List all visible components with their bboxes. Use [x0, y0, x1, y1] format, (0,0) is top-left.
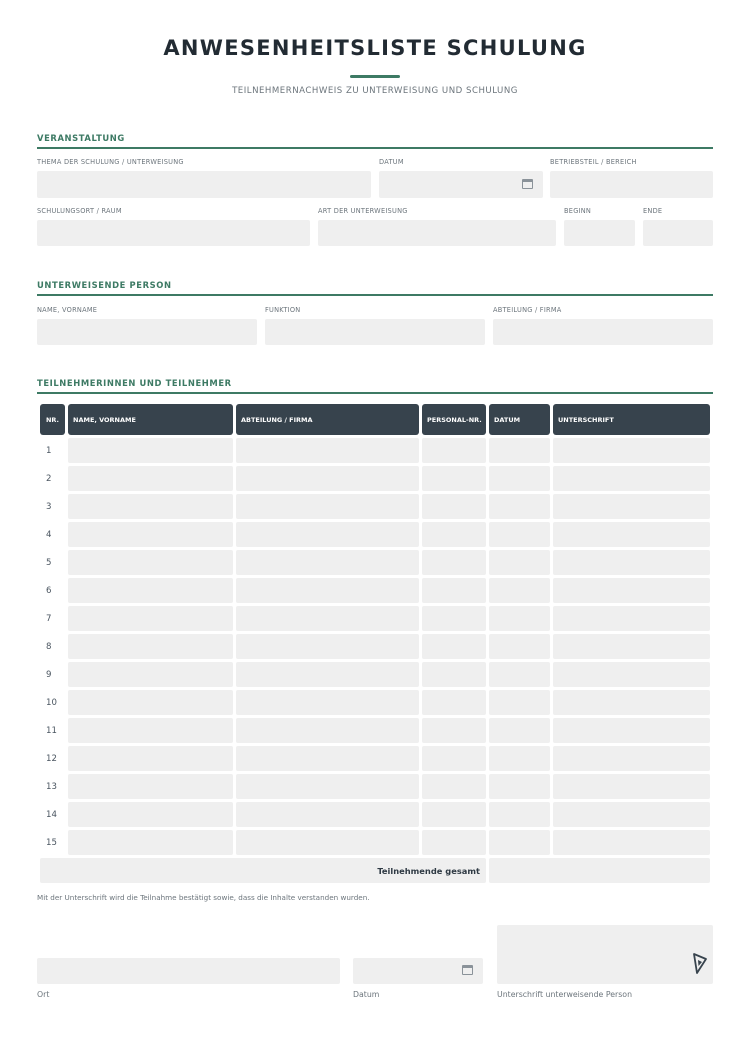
date-cell[interactable]	[489, 550, 550, 575]
place-field[interactable]	[37, 958, 340, 984]
table-row	[40, 774, 710, 799]
location-field[interactable]	[37, 220, 310, 246]
personnel-nr-cell[interactable]	[422, 830, 486, 855]
personnel-nr-cell[interactable]	[422, 550, 486, 575]
table-row	[40, 494, 710, 519]
signature-cell[interactable]	[553, 606, 710, 631]
name-cell[interactable]	[68, 466, 233, 491]
table-row	[40, 634, 710, 659]
date-cell[interactable]	[489, 802, 550, 827]
table-header-row	[40, 404, 710, 435]
date-cell[interactable]	[489, 830, 550, 855]
end-label: ENDE	[643, 207, 663, 215]
table-row	[40, 466, 710, 491]
company-cell[interactable]	[236, 550, 419, 575]
date-cell[interactable]	[489, 718, 550, 743]
section-instructor-heading: UNTERWEISENDE PERSON	[37, 280, 713, 296]
pen-icon	[692, 952, 708, 976]
date-cell[interactable]	[489, 466, 550, 491]
title-divider	[350, 75, 400, 78]
personnel-nr-cell[interactable]	[422, 438, 486, 463]
table-row	[40, 522, 710, 547]
personnel-nr-cell[interactable]	[422, 578, 486, 603]
table-row	[40, 802, 710, 827]
signature-cell[interactable]	[553, 718, 710, 743]
date-cell[interactable]	[489, 662, 550, 687]
company-cell[interactable]	[236, 634, 419, 659]
name-cell[interactable]	[68, 634, 233, 659]
row-number: 9	[46, 669, 52, 680]
table-row	[40, 690, 710, 715]
company-cell[interactable]	[236, 774, 419, 799]
company-cell[interactable]	[236, 830, 419, 855]
row-number: 15	[46, 837, 57, 848]
name-cell[interactable]	[68, 746, 233, 771]
signature-cell[interactable]	[553, 550, 710, 575]
personnel-nr-cell[interactable]	[422, 718, 486, 743]
calendar-icon[interactable]	[462, 965, 473, 975]
instructor-signature-field[interactable]	[497, 925, 713, 984]
signature-date-label: Datum	[353, 990, 380, 999]
table-row	[40, 438, 710, 463]
col-header-date: DATUM	[489, 404, 550, 435]
date-cell[interactable]	[489, 774, 550, 799]
name-cell[interactable]	[68, 550, 233, 575]
instructor-name-field[interactable]	[37, 319, 257, 345]
row-number: 2	[46, 473, 52, 484]
signature-cell[interactable]	[553, 494, 710, 519]
name-cell[interactable]	[68, 522, 233, 547]
instructor-name-label: NAME, VORNAME	[37, 306, 98, 314]
table-row	[40, 550, 710, 575]
personnel-nr-cell[interactable]	[422, 746, 486, 771]
date-label: DATUM	[379, 158, 404, 166]
personnel-nr-cell[interactable]	[422, 522, 486, 547]
signature-cell[interactable]	[553, 830, 710, 855]
calendar-icon[interactable]	[522, 179, 533, 189]
col-header-nr: NR.	[40, 404, 65, 435]
signature-cell[interactable]	[553, 438, 710, 463]
type-field[interactable]	[318, 220, 556, 246]
row-number: 7	[46, 613, 52, 624]
table-row	[40, 578, 710, 603]
type-label: ART DER UNTERWEISUNG	[318, 207, 408, 215]
total-field[interactable]	[489, 858, 710, 883]
name-cell[interactable]	[68, 578, 233, 603]
table-row	[40, 718, 710, 743]
instructor-function-label: FUNKTION	[265, 306, 301, 314]
col-header-signature: UNTERSCHRIFT	[553, 404, 710, 435]
date-cell[interactable]	[489, 494, 550, 519]
signature-cell[interactable]	[553, 522, 710, 547]
col-header-name: NAME, VORNAME	[68, 404, 233, 435]
signature-cell[interactable]	[553, 634, 710, 659]
topic-field[interactable]	[37, 171, 371, 198]
confirmation-note: Mit der Unterschrift wird die Teilnahme bestätigt sowie, dass die Inhalte verstanden wurden.	[37, 893, 370, 902]
personnel-nr-cell[interactable]	[422, 634, 486, 659]
company-cell[interactable]	[236, 662, 419, 687]
table-row	[40, 746, 710, 771]
table-row	[40, 830, 710, 855]
company-cell[interactable]	[236, 746, 419, 771]
topic-label: THEMA DER SCHULUNG / UNTERWEISUNG	[37, 158, 184, 166]
place-label: Ort	[37, 990, 50, 999]
company-cell[interactable]	[236, 690, 419, 715]
name-cell[interactable]	[68, 830, 233, 855]
personnel-nr-cell[interactable]	[422, 494, 486, 519]
company-cell[interactable]	[236, 466, 419, 491]
date-cell[interactable]	[489, 522, 550, 547]
date-cell[interactable]	[489, 690, 550, 715]
signature-cell[interactable]	[553, 746, 710, 771]
company-cell[interactable]	[236, 718, 419, 743]
company-cell[interactable]	[236, 494, 419, 519]
row-number: 1	[46, 445, 52, 456]
company-cell[interactable]	[236, 606, 419, 631]
row-number: 14	[46, 809, 57, 820]
date-field[interactable]	[379, 171, 543, 198]
participants-table	[37, 401, 713, 886]
name-cell[interactable]	[68, 802, 233, 827]
personnel-nr-cell[interactable]	[422, 802, 486, 827]
name-cell[interactable]	[68, 606, 233, 631]
row-number: 3	[46, 501, 52, 512]
row-number: 5	[46, 557, 52, 568]
personnel-nr-cell[interactable]	[422, 690, 486, 715]
company-cell[interactable]	[236, 802, 419, 827]
personnel-nr-cell[interactable]	[422, 466, 486, 491]
col-header-company: ABTEILUNG / FIRMA	[236, 404, 419, 435]
row-number: 11	[46, 725, 57, 736]
col-header-personnel-nr: PERSONAL-NR.	[422, 404, 486, 435]
start-label: BEGINN	[564, 207, 592, 215]
date-cell[interactable]	[489, 438, 550, 463]
signature-cell[interactable]	[553, 578, 710, 603]
table-row	[40, 662, 710, 687]
date-cell[interactable]	[489, 606, 550, 631]
department-field[interactable]	[550, 171, 713, 198]
signature-cell[interactable]	[553, 466, 710, 491]
name-cell[interactable]	[68, 438, 233, 463]
table-row	[40, 606, 710, 631]
end-time-field[interactable]	[643, 220, 713, 246]
row-number: 4	[46, 529, 52, 540]
page-subtitle: TEILNEHMERNACHWEIS ZU UNTERWEISUNG UND SCHULUNG	[232, 86, 518, 96]
signature-cell[interactable]	[553, 662, 710, 687]
location-label: SCHULUNGSORT / RAUM	[37, 207, 122, 215]
personnel-nr-cell[interactable]	[422, 606, 486, 631]
row-number: 6	[46, 585, 52, 596]
signature-cell[interactable]	[553, 690, 710, 715]
company-cell[interactable]	[236, 438, 419, 463]
name-cell[interactable]	[68, 690, 233, 715]
instructor-company-label: ABTEILUNG / FIRMA	[493, 306, 562, 314]
personnel-nr-cell[interactable]	[422, 662, 486, 687]
instructor-function-field[interactable]	[265, 319, 485, 345]
section-participants-heading: TEILNEHMERINNEN UND TEILNEHMER	[37, 378, 713, 394]
date-cell[interactable]	[489, 634, 550, 659]
signature-cell[interactable]	[553, 802, 710, 827]
date-cell[interactable]	[489, 746, 550, 771]
row-number: 13	[46, 781, 57, 792]
name-cell[interactable]	[68, 774, 233, 799]
total-row	[40, 858, 710, 883]
start-time-field[interactable]	[564, 220, 635, 246]
department-label: BETRIEBSTEIL / BEREICH	[550, 158, 637, 166]
signature-cell[interactable]	[553, 774, 710, 799]
name-cell[interactable]	[68, 494, 233, 519]
company-cell[interactable]	[236, 522, 419, 547]
name-cell[interactable]	[68, 718, 233, 743]
section-event-heading: VERANSTALTUNG	[37, 133, 713, 149]
row-number: 8	[46, 641, 52, 652]
date-cell[interactable]	[489, 578, 550, 603]
name-cell[interactable]	[68, 662, 233, 687]
row-number: 12	[46, 753, 57, 764]
signature-label: Unterschrift unterweisende Person	[497, 990, 633, 999]
instructor-company-field[interactable]	[493, 319, 713, 345]
page-title: ANWESENHEITSLISTE SCHULUNG	[163, 36, 587, 60]
total-label: Teilnehmende gesamt	[40, 858, 486, 883]
row-number: 10	[46, 697, 57, 708]
company-cell[interactable]	[236, 578, 419, 603]
personnel-nr-cell[interactable]	[422, 774, 486, 799]
